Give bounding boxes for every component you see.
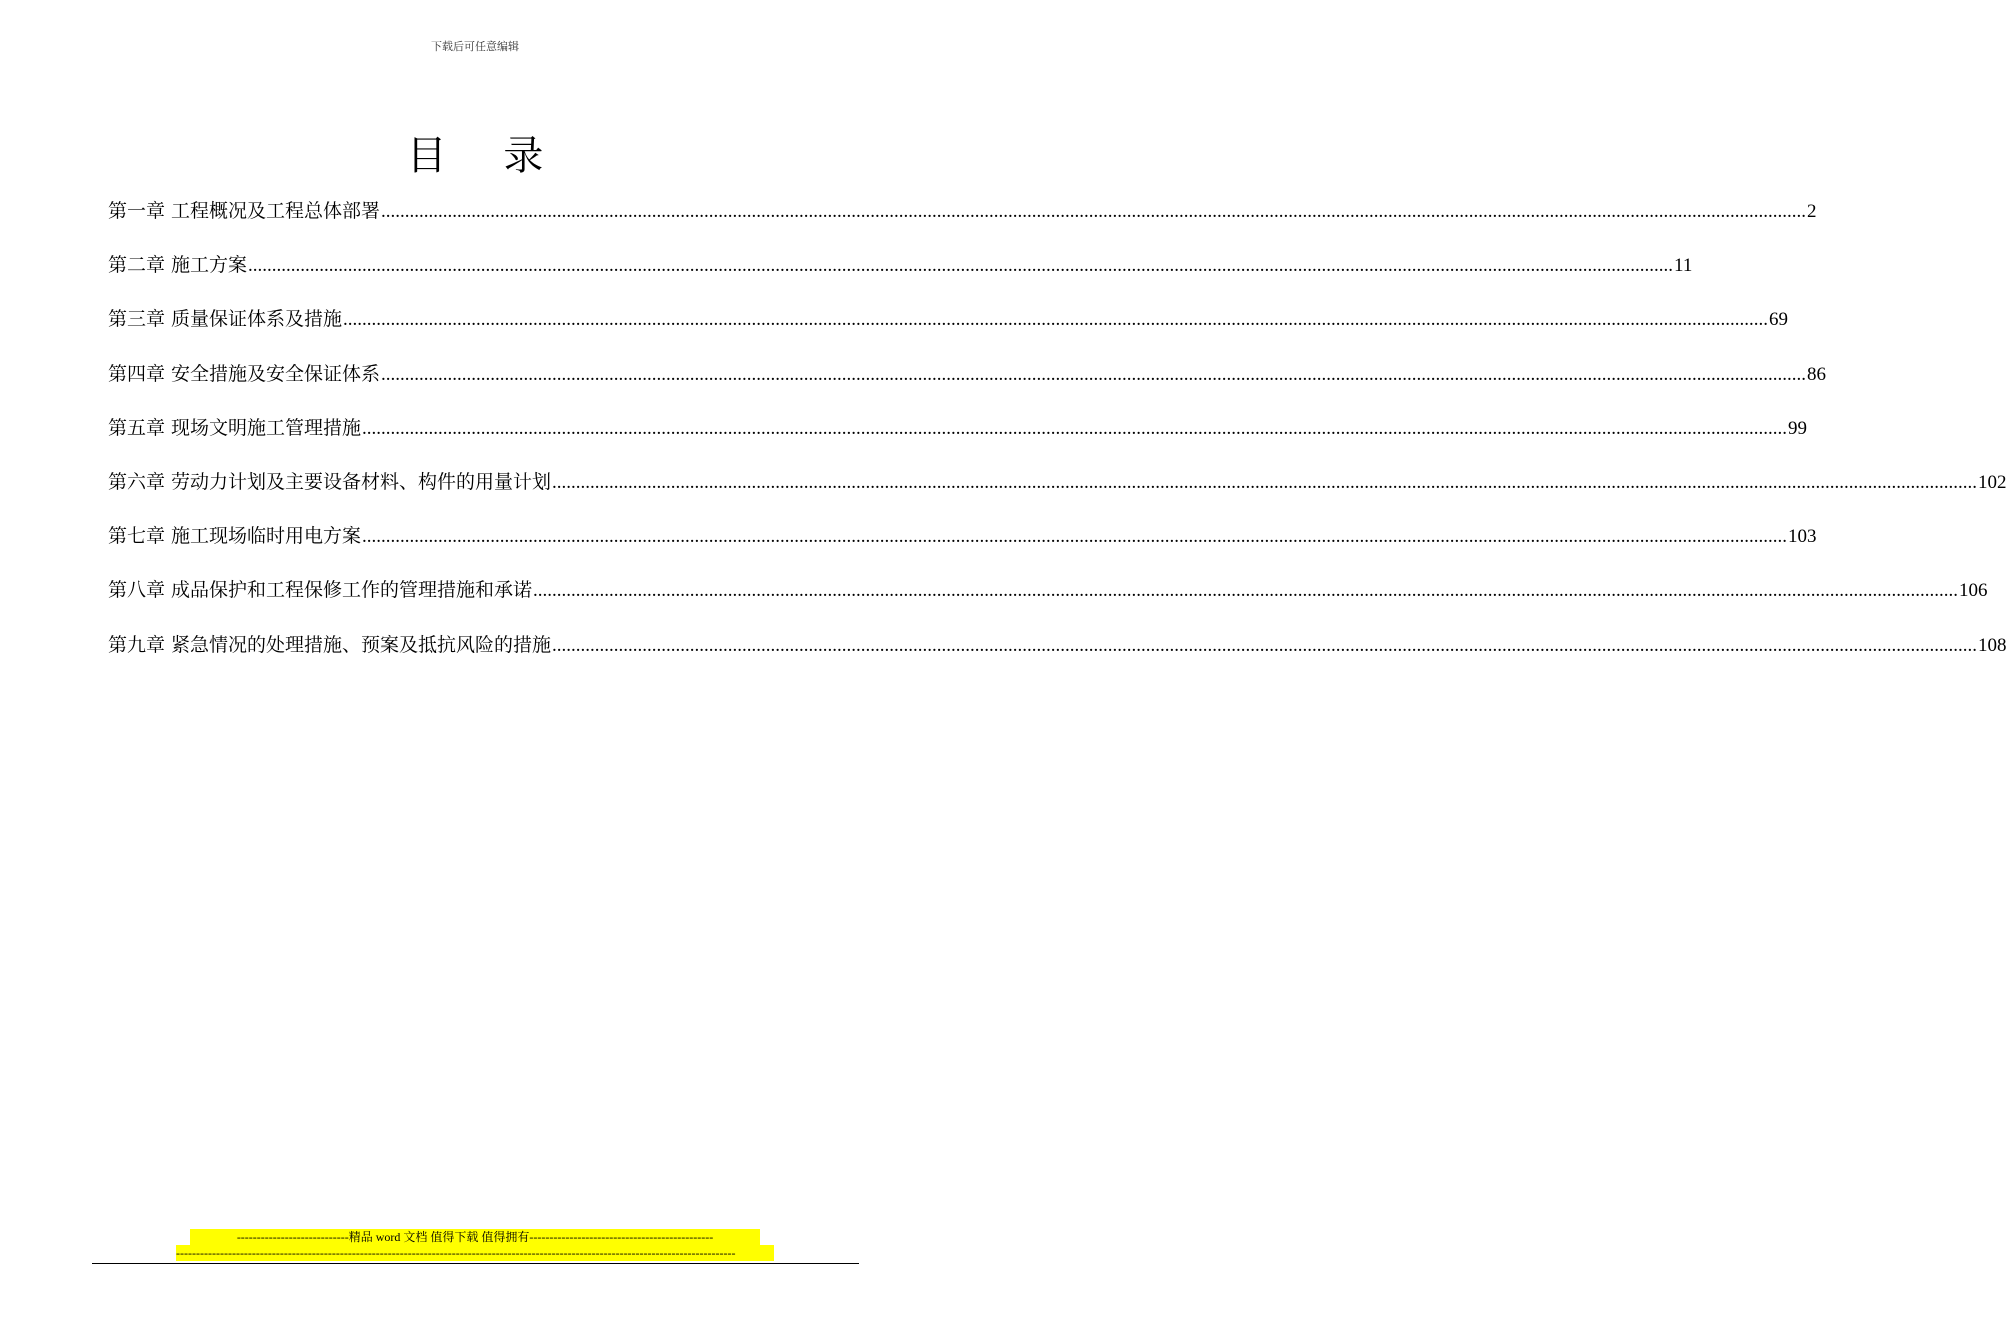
- toc-entry-page: 108: [1978, 634, 2007, 656]
- toc-entry-label: 第四章 安全措施及安全保证体系: [108, 362, 381, 385]
- toc-entry-8[interactable]: [108, 575, 1988, 629]
- toc-entry-page: 102: [1978, 471, 2007, 493]
- toc-entry-label: 第二章 施工方案: [108, 254, 248, 277]
- toc-entry-label: 第七章 施工现场临时用电方案: [108, 525, 362, 548]
- page-title: 目 录: [406, 133, 566, 179]
- toc-entry-6[interactable]: [108, 467, 2007, 521]
- footer-dash-line: --------------------------------------------------------------------------------------------------------------------------------------------: [176, 1245, 774, 1261]
- toc-entry-1[interactable]: [108, 196, 1817, 250]
- header-note: 下载后可任意编辑: [431, 40, 519, 53]
- toc-entry-label: 第八章 成品保护和工程保修工作的管理措施和承诺: [108, 579, 533, 602]
- toc-dot-leader: ............................................................................................................................................................................................................................................................................................................: [362, 526, 1788, 548]
- toc-entry-page: 2: [1807, 201, 1817, 222]
- toc-dot-leader: ............................................................................................................................................................................................................................................................................................................: [552, 634, 1978, 656]
- toc-dot-leader: ............................................................................................................................................................................................................................................................................................................: [381, 201, 1807, 222]
- toc-dot-leader: ............................................................................................................................................................................................................................................................................................................: [552, 471, 1978, 493]
- footer-rule: [92, 1263, 859, 1264]
- table-of-contents: [108, 196, 2007, 684]
- toc-entry-label: 第一章 工程概况及工程总体部署: [108, 200, 381, 222]
- toc-entry-page: 103: [1788, 526, 1817, 548]
- toc-entry-page: 69: [1769, 309, 1789, 331]
- toc-entry-label: 第九章 紧急情况的处理措施、预案及抵抗风险的措施: [108, 633, 552, 656]
- toc-entry-label: 第五章 现场文明施工管理措施: [108, 416, 362, 439]
- toc-dot-leader: ............................................................................................................................................................................................................................................................................................................: [533, 580, 1959, 602]
- toc-entry-page: 106: [1959, 580, 1988, 602]
- toc-entry-page: 11: [1674, 255, 1693, 277]
- toc-entry-label: 第三章 质量保证体系及措施: [108, 308, 343, 331]
- toc-entry-4[interactable]: [108, 359, 1827, 413]
- toc-entry-5[interactable]: [108, 413, 1808, 467]
- toc-entry-label: 第六章 劳动力计划及主要设备材料、构件的用量计划: [108, 470, 552, 493]
- toc-entry-7[interactable]: [108, 521, 1817, 575]
- footer-banner: ----------------------------精品 word 文档 值得下载 值得拥有----------------------------------------------: [190, 1229, 760, 1245]
- toc-entry-9[interactable]: [108, 630, 2007, 684]
- toc-dot-leader: ............................................................................................................................................................................................................................................................................................................: [248, 255, 1674, 277]
- toc-entry-page: 99: [1788, 417, 1808, 439]
- toc-entry-2[interactable]: [108, 250, 1693, 304]
- toc-entry-page: 86: [1807, 363, 1827, 385]
- toc-dot-leader: ............................................................................................................................................................................................................................................................................................................: [343, 309, 1769, 331]
- toc-dot-leader: ............................................................................................................................................................................................................................................................................................................: [362, 417, 1788, 439]
- toc-entry-3[interactable]: [108, 304, 1789, 358]
- toc-dot-leader: ............................................................................................................................................................................................................................................................................................................: [381, 363, 1807, 385]
